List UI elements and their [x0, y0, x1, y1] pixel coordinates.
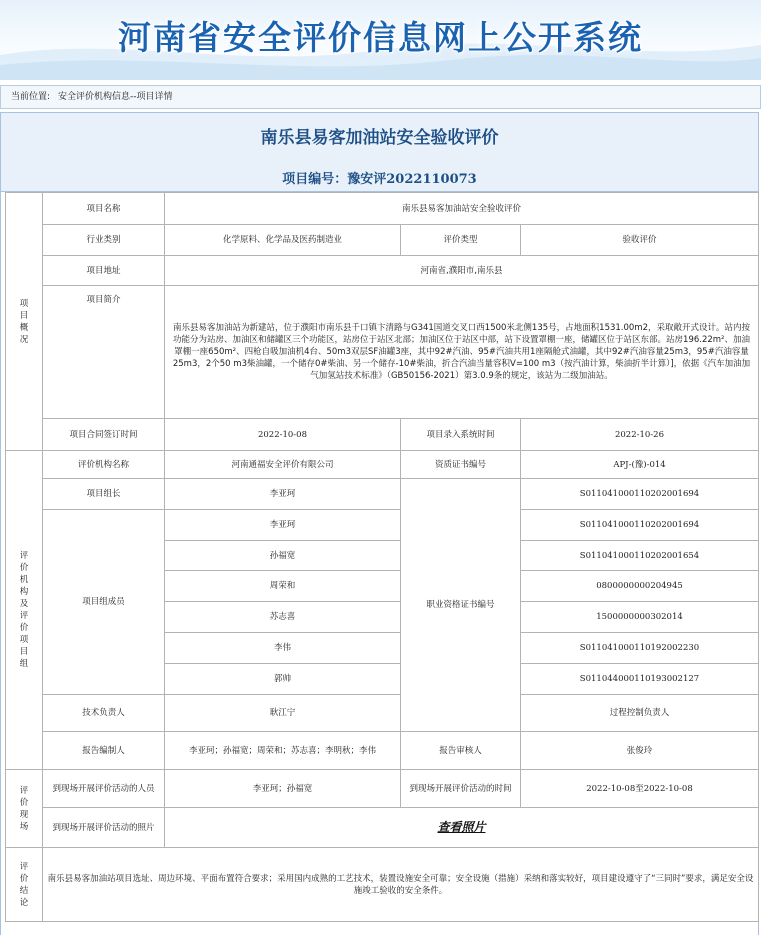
table-row — [6, 695, 759, 732]
table-row — [6, 451, 759, 479]
visit-time-value: 2022-10-08至2022-10-08 — [521, 770, 759, 808]
process-lead-label: 过程控制负责人 — [521, 695, 759, 732]
member-cert: S011041000110202001654 — [521, 541, 759, 571]
photo-cell — [165, 808, 759, 848]
project-number-label: 项目编号： — [282, 172, 348, 187]
member-name: 周荣和 — [165, 571, 401, 602]
conclusion-section-label: 评 价 结 论 — [6, 848, 43, 922]
intro-label: 项目简介 — [43, 286, 165, 419]
project-name: 南乐县易客加油站安全验收评价 — [165, 193, 759, 225]
breadcrumb-label: 当前位置: — [11, 92, 51, 102]
member-name: 李伟 — [165, 633, 401, 664]
site-banner — [0, 0, 761, 80]
detail-panel — [0, 112, 759, 935]
address-value: 河南省,濮阳市,南乐县 — [165, 256, 759, 286]
overview-section-label: 项 目 概 况 — [6, 193, 43, 451]
cert-label: 资质证书编号 — [401, 451, 521, 479]
project-detail-table — [5, 192, 759, 922]
table-row — [6, 256, 759, 286]
qualification-label: 职业资格证书编号 — [401, 479, 521, 732]
breadcrumb-path[interactable]: 安全评价机构信息--项目详情 — [58, 92, 173, 102]
authors-label: 报告编制人 — [43, 732, 165, 770]
member-cert: S011044000110193002127 — [521, 664, 759, 695]
member-name: 李亚珂 — [165, 510, 401, 541]
project-number — [1, 168, 758, 187]
member-name: 郭帅 — [165, 664, 401, 695]
agency-section-label: 评 价 机 构 及 评 价 项 目 组 — [6, 451, 43, 770]
table-row — [6, 419, 759, 451]
leader-label: 项目组长 — [43, 479, 165, 510]
breadcrumb — [0, 85, 761, 109]
industry-label: 行业类别 — [43, 225, 165, 256]
eval-type-label: 评价类型 — [401, 225, 521, 256]
table-row — [6, 770, 759, 808]
authors-value: 李亚珂；孙福宽；周荣和；苏志喜；李明秋；李伟 — [165, 732, 401, 770]
table-row — [6, 848, 759, 922]
title-band — [1, 113, 758, 192]
member-name: 苏志喜 — [165, 602, 401, 633]
cert-value: APJ-(豫)-014 — [521, 451, 759, 479]
tech-lead-label: 技术负责人 — [43, 695, 165, 732]
table-row — [6, 193, 759, 225]
project-number-value: 豫安评2022110073 — [347, 172, 477, 187]
page-title: 南乐县易客加油站安全验收评价 — [260, 128, 499, 148]
member-name: 孙福宽 — [165, 541, 401, 571]
site-title: 河南省安全评价信息网上公开系统 — [118, 18, 643, 57]
member-cert: 1500000000302014 — [521, 602, 759, 633]
entry-date-value: 2022-10-26 — [521, 419, 759, 451]
view-photos-link[interactable]: 查看照片 — [437, 819, 486, 834]
entry-date-label: 项目录入系统时间 — [401, 419, 521, 451]
org-label: 评价机构名称 — [43, 451, 165, 479]
table-row — [6, 286, 759, 419]
org-value: 河南通福安全评价有限公司 — [165, 451, 401, 479]
name-label: 项目名称 — [43, 193, 165, 225]
leader-name: 李亚珂 — [165, 479, 401, 510]
contract-date-label: 项目合同签订时间 — [43, 419, 165, 451]
visit-people-label: 到现场开展评价活动的人员 — [43, 770, 165, 808]
visit-photo-label: 到现场开展评价活动的照片 — [43, 808, 165, 848]
address-label: 项目地址 — [43, 256, 165, 286]
visit-time-label: 到现场开展评价活动的时间 — [401, 770, 521, 808]
tech-lead-value: 耿江宁 — [165, 695, 401, 732]
reviewer-label: 报告审核人 — [401, 732, 521, 770]
industry-value: 化学原料、化学品及医药制造业 — [165, 225, 401, 256]
intro-text: 南乐县易客加油站为新建站，位于濮阳市南乐县千口镇卞清路与G341国道交叉口西1500米北侧135号，占地面积1531.00m2，采取敞开式设计。站内按功能分为站房、加油区和储罐区三个功能区，站房位于站区北部；加油区位于站区中部，站下设置罩棚一座，储罐区位于站区东部。站房196.22m²、加油罩棚一座650m²、四枪自吸加油机4台、50m3双层SF油罐3座，其中92#汽油、95#汽油共用1座隔舱式油罐，其中92#汽油容量25m3，95#汽油容量25m3，2个50 m3柴油罐，一个储存0#柴油、另一个储存-10#柴油，折合汽油当量容积V=100 m3（按汽油计算，柴油折半计算）]，依据《汽车加油加气加氢站技术标准》（GB50156-2021）第3.0.9条的规定，该站为二级加油站。 — [165, 286, 759, 419]
table-row — [6, 479, 759, 510]
site-visit-section-label: 评 价 现 场 — [6, 770, 43, 848]
members-label: 项目组成员 — [43, 510, 165, 695]
table-row — [6, 808, 759, 848]
table-row — [6, 510, 759, 541]
leader-cert: S011041000110202001694 — [521, 479, 759, 510]
eval-type-value: 验收评价 — [521, 225, 759, 256]
member-cert: S011041000110192002230 — [521, 633, 759, 664]
reviewer-value: 张俊玲 — [521, 732, 759, 770]
table-row — [6, 225, 759, 256]
member-cert: 0800000000204945 — [521, 571, 759, 602]
contract-date-value: 2022-10-08 — [165, 419, 401, 451]
member-cert: S011041000110202001694 — [521, 510, 759, 541]
visit-people-value: 李亚珂；孙福宽 — [165, 770, 401, 808]
table-row — [6, 732, 759, 770]
conclusion-text: 南乐县易客加油站项目选址、周边环境、平面布置符合要求；采用国内成熟的工艺技术，装置设施安全可靠；安全设施（措施）采纳和落实较好，项目建设遵守了“三同时”要求，满足安全设施竣工验收的安全条件。 — [43, 848, 759, 922]
